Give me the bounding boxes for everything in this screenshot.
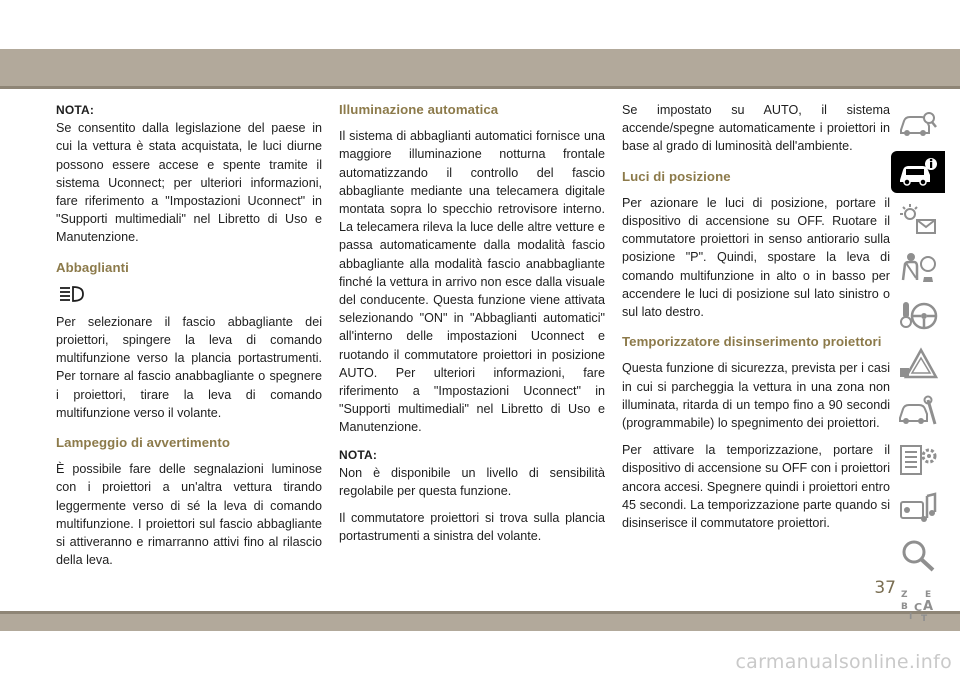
column-2 [339, 101, 605, 555]
car-search-icon [897, 106, 939, 142]
index-letter-b: B [901, 602, 908, 612]
nota-text-2: Non è disponibile un livello di sensibilità regolabile per questa funzione. [339, 465, 605, 499]
commutatore-text: Il commutatore proiettori si trova sulla plancia portastrumenti a sinistra del volante. [339, 511, 605, 544]
index-letter-z: Z [901, 590, 908, 600]
column-1 [56, 101, 322, 578]
header-band-line [0, 86, 960, 89]
tab-specifications[interactable] [891, 439, 945, 481]
emergency-triangle-icon [897, 346, 939, 382]
abbaglianti-heading: Abbaglianti [56, 259, 129, 275]
index-letter-c: C [914, 601, 923, 614]
page-number: 37 [874, 578, 896, 598]
column-3 [622, 101, 890, 541]
tab-safety[interactable] [891, 247, 945, 289]
footer-band-line [0, 611, 960, 614]
lampeggio-text: È possibile fare delle segnalazioni luminose con i proiettori a un'altra vettura tirando leggermente verso di sé la leva di comando multifunzione. I proiettori sul fascio abbagliante si attiveranno e rimarranno attivi fino al rilascio della leva. [56, 462, 322, 568]
high-beam-icon [59, 285, 85, 303]
nota-label-2: NOTA: [339, 447, 378, 462]
auto-text: Se impostato su AUTO, il sistema accende/spegne automaticamente i proiettori in base al grado di luminosità dell'ambiente. [622, 103, 890, 154]
header-band [0, 49, 960, 89]
tab-emergency[interactable] [891, 343, 945, 385]
multimedia-music-icon [897, 490, 939, 526]
watermark: carmanualsonline.info [735, 651, 952, 673]
temporizzatore-text-2: Per attivare la temporizzazione, portare il dispositivo di accensione su OFF con i proiettori ancora accesi. Spegnere quindi i proiettori entro 45 secondi. La temporizzazione parte quando si disinserisce il commutatore proiettori. [622, 443, 890, 531]
abbaglianti-text: Per selezionare il fascio abbagliante dei proiettori, spingere la leva di comando multifunzione verso la plancia portastrumenti. Per tornare al fascio anabbagliante o spegnere i proiettori, tirare la leva di comando multifunzione verso il volante. [56, 314, 322, 420]
illuminazione-text: Il sistema di abbaglianti automatici fornisce una maggiore illuminazione notturna frontale automatizzando il controllo del fascio abbagliante mediante una telecamera digitale montata sopra lo specchio retrovisore interno. La telecamera rileva la luce delle altre vetture e passa automaticamente dalla modalità fascio abbagliante alla modalità fascio anabbagliante finché la vettura in arrivo non esce dalla visuale del conducente. Questa funzione viene attivata selezionando "ON" in "Abbaglianti automatici" all'interno delle impostazioni Uconnect e ruotando il commutatore proiettori in posizione AUTO. Per ulteriori informazioni, fare riferimento a "Impostazioni Uconnect" in "Supporti multimediali" nel Libretto di Uso e Manutenzione. [339, 129, 605, 435]
list-gear-icon [897, 442, 939, 478]
temporizzatore-heading: Temporizzatore disinserimento proiettori [622, 334, 882, 350]
car-wrench-icon [897, 394, 939, 430]
posizione-text: Per azionare le luci di posizione, portare il dispositivo di accensione su OFF. Ruotare il commutatore proiettori in senso antiorario sulla posizione "P". Quindi, spostare la leva di comando multifunzione in alto o in basso per accendere le luci di posizione sul lato sinistro o sul lato destro. [622, 195, 890, 320]
index-letter-i: I [909, 612, 913, 622]
chapter-tabs [891, 99, 945, 622]
search-icon [897, 538, 939, 574]
steering-wheel-icon [897, 298, 939, 334]
footer-band [0, 611, 960, 631]
nota-label: NOTA: [56, 103, 95, 117]
tab-vehicle-overview[interactable] [891, 103, 945, 145]
illuminazione-heading: Illuminazione automatica [339, 102, 499, 117]
warning-lights-icon [897, 202, 939, 238]
tab-starting-driving[interactable] [891, 295, 945, 337]
temporizzatore-text-1: Questa funzione di sicurezza, prevista per i casi in cui si parcheggia la vettura in una zona non illuminata, ritarda di un tempo fino a 90 secondi (programmabile) lo spegnimento dei proiettori. [622, 361, 890, 431]
tab-search[interactable] [891, 535, 945, 577]
seatbelt-airbag-icon [897, 250, 939, 286]
nota-text: Se consentito dalla legislazione del paese in cui la vettura è stata acquistata, le luci diurne possono essere accese e spente tramite il sistema Uconnect; per ulteriori informazioni, fare riferimento a "Impostazioni Uconnect" in "Supporti multimediali" nel Libretto di Uso e Manutenzione. [56, 121, 322, 245]
tab-vehicle-info[interactable] [891, 151, 945, 193]
lampeggio-heading: Lampeggio di avvertimento [56, 435, 230, 451]
alphabet-index-icon [897, 586, 939, 622]
posizione-heading: Luci di posizione [622, 168, 731, 184]
index-letter-a: A [923, 599, 934, 614]
tab-multimedia[interactable] [891, 487, 945, 529]
index-letter-t: T [921, 614, 928, 622]
tab-dashboard-lights[interactable] [891, 199, 945, 241]
top-margin [0, 0, 960, 49]
tab-servicing[interactable] [891, 391, 945, 433]
index-letter-e: E [925, 590, 932, 600]
tab-index[interactable] [891, 583, 945, 625]
car-info-icon [897, 154, 939, 190]
